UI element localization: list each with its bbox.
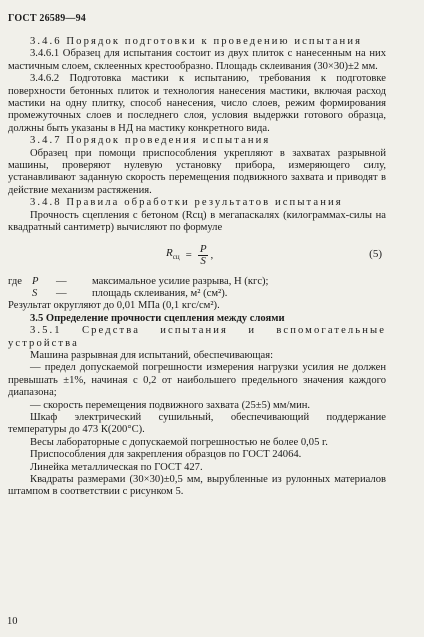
page-content bbox=[8, 36, 386, 499]
fixtures-item: Приспособления для закрепления образцов по ГОСТ 24064. bbox=[30, 449, 302, 461]
formula-punct: , bbox=[210, 248, 214, 261]
formula-equals: = bbox=[185, 248, 192, 261]
section-3-4-6-title: 3.4.6 Порядок подготовки к проведению испытания bbox=[30, 36, 363, 47]
legend-dash: — bbox=[56, 275, 67, 287]
legend-symbol-p: P bbox=[32, 275, 39, 287]
legend-dash: — bbox=[56, 287, 67, 299]
section-3-4-6-2: 3.4.6.2 Подготовка мастики к испытанию, требования к подготовке поверхности бетонных плиток и технология нанесения мастики, включая расход мастики на одну плитку, способ нанесения, число слоев, режим формирования промежуточных слоев и последнего слоя, условия выдержки готового образца, должны быть указаны в НД на мастику конкретного вида. bbox=[8, 73, 386, 134]
section-3-4-6-1: 3.4.6.1 Образец для испытания состоит из двух плиток с нанесенным на них мастичным слоем, склеенных крестообразно. Площадь склеивания (30×30)±2 мм. bbox=[8, 48, 386, 72]
formula-5 bbox=[8, 236, 386, 274]
machine-item: Машина разрывная для испытаний, обеспечивающая: bbox=[30, 349, 274, 361]
legend-text-s: площадь склеивания, м² (см²). bbox=[92, 287, 228, 299]
section-3-4-8-title: 3.4.8 Правила обработки результатов испытания bbox=[30, 197, 343, 209]
page-header: ГОСТ 26589—94 bbox=[8, 13, 87, 24]
section-3-4-7-body: Образец при помощи приспособления укрепляют в захватах разрывной машины, проверяют нулевую установку прибора, измеряющего силу, устанавливают заданную скорость перемещения подвижного захвата и приводят в действие механизм растяжения. bbox=[8, 147, 386, 196]
squares-item: Квадраты размерами (30×30)±0,5 мм, вырубленные из рулонных материалов штампом в соответствии с рисунком 5. bbox=[8, 474, 386, 498]
ruler-item: Линейка металлическая по ГОСТ 427. bbox=[30, 461, 203, 473]
formula-fraction bbox=[198, 244, 209, 267]
formula-lhs: $R_{сц}$ bbox=[166, 246, 180, 261]
legend-row-p: где P — максимальное усилие разрыва, Н (кгс); bbox=[8, 275, 269, 287]
legend-row-s bbox=[8, 288, 386, 300]
section-3-5-1-title: 3.5.1 Средства испытания и вспомогательные устройства bbox=[8, 325, 386, 349]
formula-numerator: P bbox=[199, 242, 207, 255]
section-3-4-8-body: Прочность сцепления с бетоном (Rсц) в мегапаскалях (килограммах-силы на квадратный сантиметр) вычисляют по формуле bbox=[8, 209, 386, 234]
page-number: 10 bbox=[7, 616, 18, 627]
formula-denominator: S bbox=[200, 254, 206, 267]
legend-text-p: максимальное усилие разрыва, Н (кгс); bbox=[92, 275, 269, 287]
scales-item: Весы лабораторные с допускаемой погрешностью не более 0,05 г. bbox=[30, 436, 328, 448]
formula-expression bbox=[166, 244, 213, 267]
oven-item: Шкаф электрический сушильный, обеспечивающий поддержание температуры до 473 К(200°С). bbox=[8, 411, 386, 436]
section-3-5-title: 3.5 Определение прочности сцепления между слоями bbox=[30, 312, 285, 324]
legend-symbol-s: S bbox=[32, 287, 38, 299]
section-3-4-7-title: 3.4.7 Порядок проведения испытания bbox=[30, 135, 271, 147]
bullet-accuracy: — предел допускаемой погрешности измерения нагрузки усилия не должен превышать ±1%, начиная с 0,2 от наибольшего предельного значения каждого диапазона; bbox=[8, 362, 386, 399]
result-rounding: Результат округляют до 0,01 МПа (0,1 кгс/см²). bbox=[8, 300, 220, 312]
formula-number: (5) bbox=[369, 247, 382, 260]
bullet-speed: — скорость перемещения подвижного захвата (25±5) мм/мин. bbox=[30, 399, 311, 411]
